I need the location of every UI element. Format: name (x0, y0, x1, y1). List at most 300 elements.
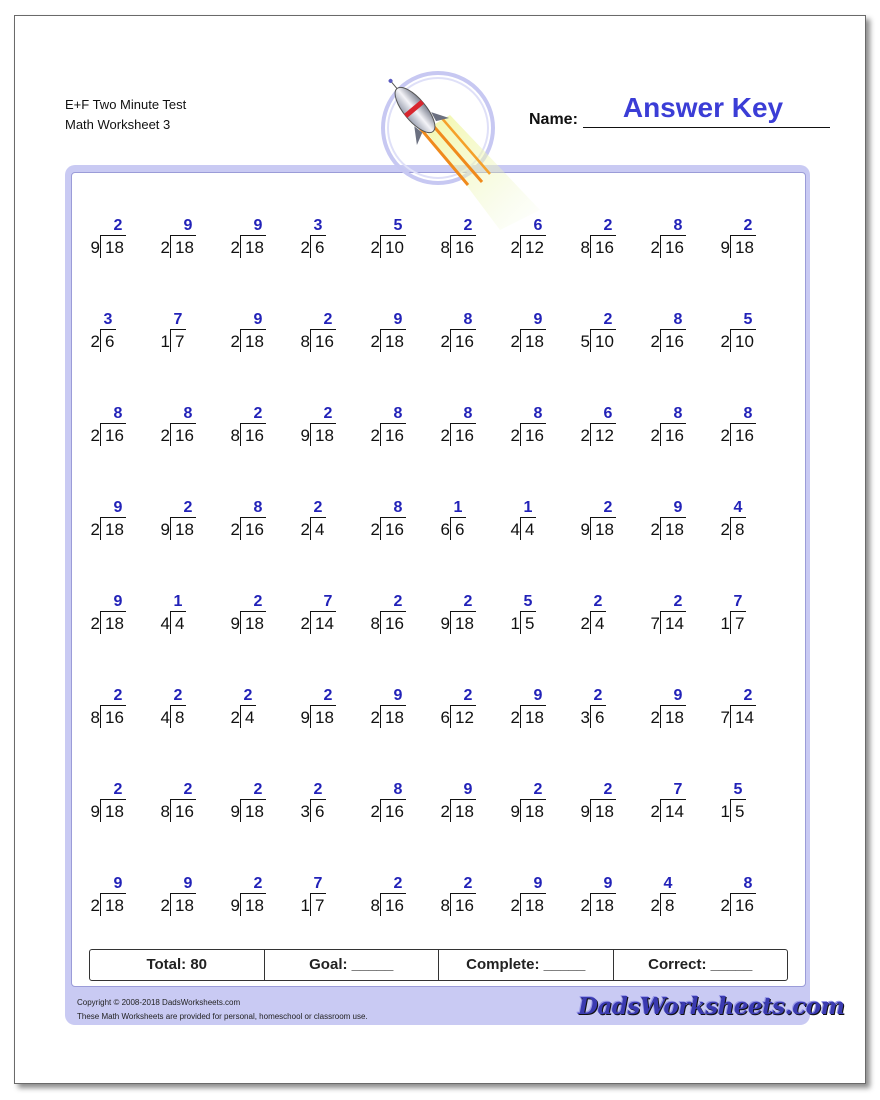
quotient-answer: 9 (463, 781, 473, 798)
quotient-answer: 8 (533, 405, 543, 422)
quotient-answer: 8 (393, 499, 403, 516)
divisor: 2 (370, 802, 380, 821)
dividend: 18 (100, 235, 126, 258)
divisor: 9 (300, 708, 310, 727)
dividend: 10 (730, 329, 756, 352)
quotient-answer: 7 (323, 593, 333, 610)
divisor: 2 (650, 802, 660, 821)
divisor: 8 (90, 708, 100, 727)
division-problem (508, 875, 588, 919)
quotient-answer: 5 (523, 593, 533, 610)
divisor: 9 (580, 520, 590, 539)
divisor: 8 (370, 896, 380, 915)
division-problem (368, 781, 448, 825)
divisor: 9 (510, 802, 520, 821)
quotient-answer: 7 (313, 875, 323, 892)
dividend: 16 (450, 235, 476, 258)
division-problem (648, 875, 728, 919)
dividend: 4 (240, 705, 256, 728)
dividend: 12 (450, 705, 476, 728)
divisor: 2 (720, 520, 730, 539)
divisor: 2 (160, 896, 170, 915)
division-problem (648, 405, 728, 449)
quotient-answer: 8 (393, 405, 403, 422)
quotient-answer: 1 (453, 499, 463, 516)
dividend: 16 (660, 329, 686, 352)
dividend: 18 (450, 611, 476, 634)
quotient-answer: 2 (113, 687, 123, 704)
dividend: 18 (520, 799, 546, 822)
divisor: 3 (580, 708, 590, 727)
division-problem (228, 687, 308, 731)
divisor: 2 (650, 238, 660, 257)
division-problem (298, 499, 378, 543)
divisor: 9 (720, 238, 730, 257)
dividend: 18 (660, 517, 686, 540)
divisor: 2 (370, 520, 380, 539)
site-logo: DadsWorksheets.com (578, 993, 845, 1020)
divisor: 2 (230, 238, 240, 257)
division-problem (718, 781, 798, 825)
dividend: 4 (310, 517, 326, 540)
quotient-answer: 2 (323, 687, 333, 704)
divisor: 2 (230, 708, 240, 727)
division-problem (578, 217, 658, 261)
dividend: 4 (520, 517, 536, 540)
division-problem (718, 687, 798, 731)
quotient-answer: 1 (523, 499, 533, 516)
quotient-answer: 2 (533, 781, 543, 798)
divisor: 1 (300, 896, 310, 915)
quotient-answer: 9 (673, 687, 683, 704)
quotient-answer: 6 (603, 405, 613, 422)
dividend: 16 (380, 893, 406, 916)
dividend: 18 (100, 611, 126, 634)
division-problem (88, 311, 168, 355)
dividend: 14 (310, 611, 336, 634)
dividend: 16 (310, 329, 336, 352)
division-problem (438, 875, 518, 919)
quotient-answer: 2 (313, 499, 323, 516)
dividend: 10 (380, 235, 406, 258)
division-problem (508, 781, 588, 825)
quotient-answer: 9 (253, 217, 263, 234)
dividend: 18 (660, 705, 686, 728)
worksheet-subtitle: Math Worksheet 3 (65, 117, 171, 132)
quotient-answer: 8 (393, 781, 403, 798)
dividend: 18 (170, 893, 196, 916)
division-problem (438, 593, 518, 637)
divisor: 3 (300, 802, 310, 821)
division-problem (158, 217, 238, 261)
dividend: 18 (170, 517, 196, 540)
quotient-answer: 9 (183, 875, 193, 892)
dividend: 18 (170, 235, 196, 258)
quotient-answer: 5 (733, 781, 743, 798)
quotient-answer: 8 (463, 405, 473, 422)
divisor: 2 (300, 614, 310, 633)
divisor: 2 (510, 896, 520, 915)
dividend: 18 (450, 799, 476, 822)
division-problem (298, 311, 378, 355)
divisor: 2 (370, 238, 380, 257)
divisor: 2 (300, 238, 310, 257)
dividend: 18 (100, 893, 126, 916)
divisor: 2 (650, 896, 660, 915)
quotient-answer: 1 (173, 593, 183, 610)
division-problem (438, 405, 518, 449)
quotient-answer: 2 (463, 217, 473, 234)
division-problem (578, 781, 658, 825)
usage-notice: These Math Worksheets are provided for personal, homeschool or classroom use. (77, 1012, 368, 1021)
divisor: 2 (90, 426, 100, 445)
divisor: 9 (230, 802, 240, 821)
divisor: 2 (440, 426, 450, 445)
dividend: 18 (240, 799, 266, 822)
division-problem (228, 311, 308, 355)
dividend: 16 (240, 423, 266, 446)
quotient-answer: 2 (593, 593, 603, 610)
divisor: 2 (230, 520, 240, 539)
dividend: 14 (730, 705, 756, 728)
dividend: 16 (520, 423, 546, 446)
quotient-answer: 2 (673, 593, 683, 610)
dividend: 18 (380, 329, 406, 352)
copyright-text: Copyright © 2008-2018 DadsWorksheets.com (77, 998, 241, 1007)
quotient-answer: 8 (743, 405, 753, 422)
divisor: 2 (300, 520, 310, 539)
dividend: 18 (100, 799, 126, 822)
dividend: 16 (660, 235, 686, 258)
dividend: 7 (170, 329, 186, 352)
quotient-answer: 9 (253, 311, 263, 328)
quotient-answer: 9 (603, 875, 613, 892)
quotient-answer: 7 (733, 593, 743, 610)
quotient-answer: 8 (463, 311, 473, 328)
division-problem (648, 781, 728, 825)
dividend: 18 (380, 705, 406, 728)
quotient-answer: 9 (533, 687, 543, 704)
quotient-answer: 8 (113, 405, 123, 422)
divisor: 2 (720, 332, 730, 351)
dividend: 18 (590, 799, 616, 822)
division-problem (368, 311, 448, 355)
division-problem (368, 217, 448, 261)
division-problem (438, 311, 518, 355)
division-problem (718, 217, 798, 261)
dividend: 16 (380, 423, 406, 446)
divisor: 2 (580, 896, 590, 915)
division-problem (508, 593, 588, 637)
dividend: 18 (730, 235, 756, 258)
divisor: 2 (510, 238, 520, 257)
divisor: 2 (370, 332, 380, 351)
dividend: 16 (450, 423, 476, 446)
dividend: 4 (590, 611, 606, 634)
dividend: 18 (520, 329, 546, 352)
quotient-answer: 2 (253, 405, 263, 422)
dividend: 16 (450, 893, 476, 916)
divisor: 5 (580, 332, 590, 351)
division-problem (648, 593, 728, 637)
division-problem (158, 405, 238, 449)
score-summary (89, 949, 788, 981)
dividend: 18 (100, 517, 126, 540)
divisor: 2 (230, 332, 240, 351)
dividend: 16 (170, 799, 196, 822)
division-problem (368, 687, 448, 731)
division-problem (368, 405, 448, 449)
division-problem (438, 687, 518, 731)
divisor: 8 (440, 896, 450, 915)
dividend: 12 (520, 235, 546, 258)
dividend: 5 (730, 799, 746, 822)
division-problem (438, 217, 518, 261)
divisor: 9 (230, 614, 240, 633)
quotient-answer: 4 (663, 875, 673, 892)
quotient-answer: 5 (393, 217, 403, 234)
dividend: 4 (170, 611, 186, 634)
divisor: 9 (230, 896, 240, 915)
divisor: 8 (230, 426, 240, 445)
dividend: 16 (730, 893, 756, 916)
divisor: 8 (370, 614, 380, 633)
division-problem (88, 687, 168, 731)
dividend: 18 (240, 329, 266, 352)
quotient-answer: 8 (183, 405, 193, 422)
divisor: 2 (510, 708, 520, 727)
quotient-answer: 2 (253, 593, 263, 610)
quotient-answer: 2 (603, 217, 613, 234)
dividend: 16 (450, 329, 476, 352)
quotient-answer: 2 (253, 875, 263, 892)
division-problem (88, 875, 168, 919)
division-problem (648, 687, 728, 731)
division-problem (298, 875, 378, 919)
divisor: 6 (440, 708, 450, 727)
divisor: 4 (510, 520, 520, 539)
dividend: 16 (660, 423, 686, 446)
division-problem (508, 311, 588, 355)
division-problem (298, 405, 378, 449)
division-problem (158, 311, 238, 355)
divisor: 2 (720, 426, 730, 445)
quotient-answer: 2 (603, 499, 613, 516)
division-problem (368, 593, 448, 637)
division-problem (158, 781, 238, 825)
divisor: 2 (440, 332, 450, 351)
quotient-answer: 3 (103, 311, 113, 328)
divisor: 9 (300, 426, 310, 445)
quotient-answer: 8 (253, 499, 263, 516)
dividend: 16 (590, 235, 616, 258)
dividend: 18 (240, 235, 266, 258)
quotient-answer: 2 (113, 217, 123, 234)
dividend: 16 (380, 517, 406, 540)
problems-panel (71, 172, 806, 987)
quotient-answer: 2 (593, 687, 603, 704)
quotient-answer: 2 (463, 593, 473, 610)
division-problem (648, 499, 728, 543)
divisor: 2 (160, 426, 170, 445)
divisor: 2 (650, 708, 660, 727)
divisor: 2 (510, 332, 520, 351)
division-problem (228, 593, 308, 637)
divisor: 2 (90, 520, 100, 539)
quotient-answer: 7 (173, 311, 183, 328)
quotient-answer: 9 (393, 311, 403, 328)
division-problem (228, 499, 308, 543)
quotient-answer: 8 (743, 875, 753, 892)
quotient-answer: 9 (113, 499, 123, 516)
division-problem (368, 499, 448, 543)
dividend: 18 (310, 423, 336, 446)
quotient-answer: 2 (393, 875, 403, 892)
dividend: 18 (520, 893, 546, 916)
quotient-answer: 2 (183, 499, 193, 516)
quotient-answer: 2 (393, 593, 403, 610)
dividend: 6 (100, 329, 116, 352)
quotient-answer: 2 (313, 781, 323, 798)
divisor: 9 (580, 802, 590, 821)
divisor: 2 (90, 614, 100, 633)
divisor: 2 (580, 426, 590, 445)
dividend: 8 (170, 705, 186, 728)
dividend: 16 (240, 517, 266, 540)
dividend: 18 (240, 893, 266, 916)
dividend: 6 (450, 517, 466, 540)
divisor: 2 (90, 332, 100, 351)
quotient-answer: 2 (323, 311, 333, 328)
division-problem (368, 875, 448, 919)
divisor: 2 (370, 708, 380, 727)
dividend: 7 (310, 893, 326, 916)
quotient-answer: 3 (313, 217, 323, 234)
division-problem (228, 405, 308, 449)
quotient-answer: 2 (243, 687, 253, 704)
division-problem (438, 781, 518, 825)
quotient-answer: 2 (463, 687, 473, 704)
quotient-answer: 9 (113, 875, 123, 892)
division-problem (88, 217, 168, 261)
division-problem (228, 875, 308, 919)
quotient-answer: 4 (733, 499, 743, 516)
division-problem (578, 311, 658, 355)
dividend: 16 (380, 611, 406, 634)
dividend: 18 (590, 517, 616, 540)
division-problem (88, 781, 168, 825)
dividend: 7 (730, 611, 746, 634)
divisor: 8 (300, 332, 310, 351)
dividend: 14 (660, 799, 686, 822)
dividend: 6 (310, 799, 326, 822)
quotient-answer: 7 (673, 781, 683, 798)
dividend: 10 (590, 329, 616, 352)
division-problem (508, 687, 588, 731)
quotient-answer: 2 (743, 217, 753, 234)
division-problem (508, 217, 588, 261)
division-problem (578, 593, 658, 637)
dividend: 16 (170, 423, 196, 446)
quotient-answer: 2 (323, 405, 333, 422)
answer-key-label: Answer Key (622, 92, 784, 123)
dividend: 8 (730, 517, 746, 540)
division-problem (88, 499, 168, 543)
quotient-answer: 2 (603, 311, 613, 328)
divisor: 4 (160, 614, 170, 633)
dividend: 18 (590, 893, 616, 916)
divisor: 1 (720, 802, 730, 821)
division-problem (298, 593, 378, 637)
quotient-answer: 9 (393, 687, 403, 704)
correct-field: Correct: _____ (648, 956, 753, 973)
quotient-answer: 9 (533, 875, 543, 892)
division-problem (718, 499, 798, 543)
division-problem (158, 593, 238, 637)
dividend: 18 (240, 611, 266, 634)
quotient-answer: 8 (673, 311, 683, 328)
division-problem (508, 405, 588, 449)
dividend: 5 (520, 611, 536, 634)
divisor: 2 (650, 332, 660, 351)
divisor: 9 (90, 802, 100, 821)
quotient-answer: 9 (113, 593, 123, 610)
quotient-answer: 2 (463, 875, 473, 892)
division-problem (718, 311, 798, 355)
divisor: 2 (440, 802, 450, 821)
dividend: 14 (660, 611, 686, 634)
divisor: 8 (160, 802, 170, 821)
divisor: 2 (510, 426, 520, 445)
dividend: 18 (310, 705, 336, 728)
divisor: 7 (650, 614, 660, 633)
dividend: 16 (380, 799, 406, 822)
dividend: 16 (730, 423, 756, 446)
name-label: Name: (529, 111, 578, 128)
quotient-answer: 5 (743, 311, 753, 328)
divisor: 2 (580, 614, 590, 633)
divisor: 1 (510, 614, 520, 633)
total-count: Total: 80 (90, 950, 265, 980)
dividend: 16 (100, 705, 126, 728)
division-problem (718, 405, 798, 449)
division-problem (578, 875, 658, 919)
dividend: 6 (310, 235, 326, 258)
divisor: 1 (160, 332, 170, 351)
division-problem (578, 687, 658, 731)
worksheet-title: E+F Two Minute Test (65, 97, 187, 112)
quotient-answer: 9 (533, 311, 543, 328)
division-problem (438, 499, 518, 543)
goal-field: Goal: _____ (265, 950, 440, 980)
dividend: 18 (520, 705, 546, 728)
name-line (583, 127, 830, 128)
divisor: 9 (90, 238, 100, 257)
divisor: 9 (440, 614, 450, 633)
quotient-answer: 2 (253, 781, 263, 798)
division-problem (228, 781, 308, 825)
dividend: 16 (100, 423, 126, 446)
divisor: 2 (650, 520, 660, 539)
division-problem (88, 593, 168, 637)
division-problem (158, 875, 238, 919)
dividend: 8 (660, 893, 676, 916)
division-problem (158, 687, 238, 731)
dividend: 6 (590, 705, 606, 728)
divisor: 8 (440, 238, 450, 257)
quotient-answer: 2 (603, 781, 613, 798)
division-problem (88, 405, 168, 449)
